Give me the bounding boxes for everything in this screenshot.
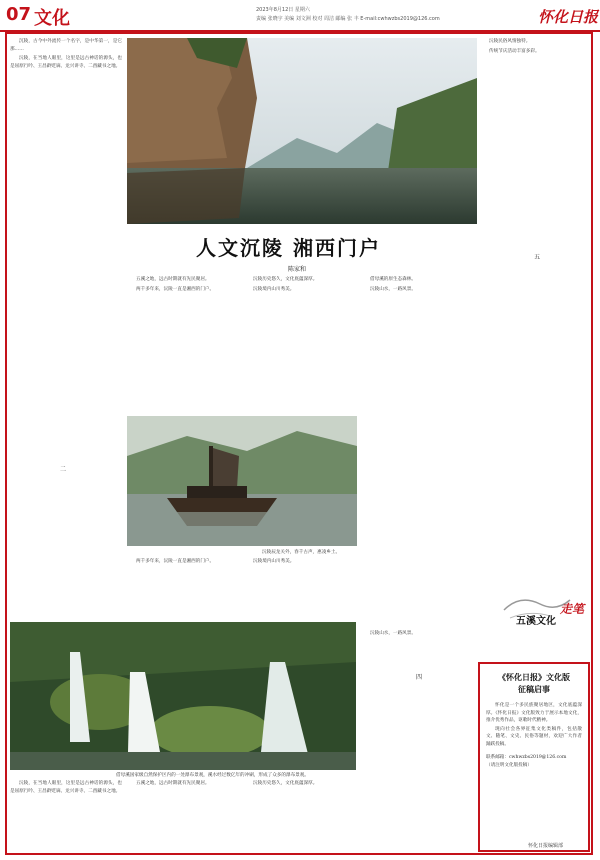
col1-para-2: 沅陵，在当地人眼里，这里是远古神话的源头，也是屈原行吟、王昌龄贬谪、龙兴讲寺、二酉藏书之地。: [10, 56, 122, 70]
box-contact-note: （请注明文化版投稿）: [486, 762, 532, 768]
column-logo: [500, 590, 588, 642]
article-column-9: [127, 780, 239, 852]
boat-photo: [127, 416, 357, 546]
col2-para-2: 两千多年来，沅陵一直是湘西的门户。: [136, 286, 215, 292]
column-logo-seal: 走笔: [560, 602, 585, 616]
col4-para-1: 借母溪的原生态森林。: [370, 277, 416, 282]
article-byline: 陈家和: [288, 266, 307, 273]
waterfall-photo-caption: 借母溪国家级自然保护区内的一处瀑布景观，溪水经过数亿年的冲刷，形成了众多的瀑布景观。: [116, 773, 309, 778]
col3-para-2: 沅陵境内山川秀美。: [253, 286, 295, 292]
article-column-1: [10, 38, 122, 618]
article-column-10: [244, 780, 356, 852]
col3-para-1: 沅陵历史悠久，文化底蕴深厚。: [253, 277, 318, 282]
boat-photo-caption: 沅陵辰龙关外，春千古声，惠凌乡土。: [262, 550, 341, 555]
col9-para-1: 五溪之地，远古时期就有先民聚居。: [136, 781, 210, 786]
page-header: [0, 0, 600, 32]
article-column-5: [480, 38, 588, 583]
article-column-3: [244, 276, 356, 412]
header-date: 2023年8月12日 星期六: [256, 7, 310, 13]
box-title-line2: 征稿启事: [518, 684, 550, 694]
article-headline: 人文沉陵 湘西门户: [196, 236, 381, 260]
section-number: 07: [6, 4, 32, 25]
col5-para-1: 沅陵民俗风情独特。: [489, 39, 531, 44]
waterfall-illustration: [10, 622, 356, 770]
section-mark-4: 四: [416, 674, 423, 681]
hero-landscape-photo: [127, 38, 477, 224]
footer-mark: 怀化日报编辑部: [528, 843, 564, 849]
landscape-illustration: [127, 38, 477, 224]
col2-para-1: 五溪之地，远古时期就有先民聚居。: [136, 277, 210, 282]
article-column-8: [10, 780, 122, 852]
box-contact: [486, 754, 582, 762]
col8-para-1: 沅陵，在当地人眼里，这里是远古神话的源头，也是屈原行吟、王昌龄贬谪、龙兴讲寺、二酉藏书之地。: [10, 781, 122, 794]
box-body: [486, 702, 582, 769]
col10-para-1: 沅陵历史悠久，文化底蕴深厚。: [253, 781, 318, 786]
box-para-1: 怀化是一个多民族聚居地区，文化底蕴深厚。《怀化日报》文化版致力于展示本地文化，推介优秀作品，讴歌时代精神。: [486, 703, 582, 723]
section-mark-2: 二: [60, 466, 67, 473]
article-column-2: [127, 276, 239, 412]
article-column-6: [127, 558, 239, 618]
box-title-line1: 《怀化日报》文化版: [498, 672, 570, 682]
box-contact-email[interactable]: cwhwzbs2019@126.com: [508, 755, 567, 760]
section-mark-5: 五: [534, 254, 541, 261]
col7-para-1: 沅陵境内山川秀美。: [253, 559, 295, 564]
article-column-7: [244, 558, 356, 618]
masthead-logo: 怀化日报: [538, 8, 599, 26]
header-credits: 责编 张晓宇 美编 刘文洲 校对 周洁 邮编 张 丰 E-mail:cwhwzbs2019@126.com: [256, 16, 440, 22]
article-column-4: [361, 276, 475, 626]
box-para-2: 现向社会各界征集文化类稿件，包括散文、随笔、文史、民俗等题材，欢迎广大作者踊跃投稿。: [486, 726, 582, 747]
box-contact-label: 联系邮箱：: [486, 755, 509, 760]
section-name: 文化: [34, 8, 70, 29]
boat-illustration: [127, 416, 357, 546]
col4-para-2: 沅陵山水，一路风景。: [370, 286, 416, 292]
col1-para-1: 沉陵，古今中外流传一个名字，是中华第一，是它那……: [10, 39, 122, 52]
article-column-11: [361, 630, 475, 852]
column-logo-title: 五溪文化: [516, 616, 556, 627]
waterfall-photo: [10, 622, 356, 770]
col6-para-1: 两千多年来，沅陵一直是湘西的门户。: [136, 559, 215, 564]
col5-para-2: 传统节庆活动丰富多彩。: [489, 48, 540, 54]
call-for-papers-box: [478, 662, 590, 852]
col11-para-1: 沅陵山水，一路风景。: [370, 631, 416, 636]
